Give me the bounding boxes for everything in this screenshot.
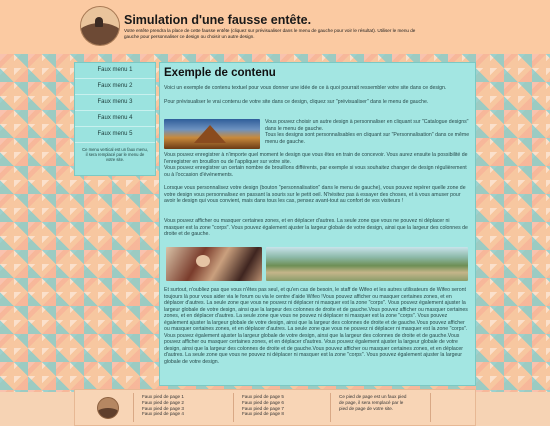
main-content xyxy=(159,62,476,386)
footer-column-2 xyxy=(242,394,284,417)
content-paragraph: Vous pouvez enregistrer un certain nombre de brouillons différents, par exemple si vous souhaitez changer de design régulièrement ou à l'occasion d'événements. xyxy=(164,165,467,178)
content-paragraph: Vous pouvez choisir un autre design à personnaliser en cliquant sur "Catalogue designs" dans le menu de gauche. xyxy=(265,119,469,132)
site-footer xyxy=(74,389,476,426)
footer-column-1 xyxy=(142,394,184,417)
site-logo[interactable] xyxy=(80,6,120,46)
sidebar-item-1[interactable]: Faux menu 1 xyxy=(75,63,155,79)
content-paragraph: Pour prévisualiser le vrai contenu de votre site dans ce design, cliquez sur "prévisualiser" dans le menu de gauche. xyxy=(164,99,429,105)
footer-link[interactable]: Faux pied de page 1 xyxy=(142,394,184,399)
people-image xyxy=(166,247,262,281)
content-paragraph: Et surtout, n'oubliez pas que vous n'êtes pas seul, et qu'en cas de besoin, le staff de Wifeo et les autres utilisateurs de Wifeo seront toujours là pour vous aider via le forum ou via le centre d'aide Wifeo !Vous pouvez afficher ou masquer certaines zones, et en déplacer d'autres. La seule zone que vous ne pouvez ni déplacer ni masquer est la zone "corps". Vous pouvez également ajuster la largeur globale de votre design, ainsi que la largeur des colonnes de droite et de gauche.Vous pouvez afficher ou masquer certaines zones, et en déplacer d'autres. La seule zone que vous ne pouvez ni déplacer ni masquer est la zone "corps". Vous pouvez également ajuster la largeur globale de votre design, ainsi que la largeur des colonnes de droite et de gauche.Vous pouvez afficher ou masquer certaines zones, et en déplacer d'autres. La seule zone que vous ne pouvez ni déplacer ni masquer est la zone "corps". Vous pouvez également ajuster la largeur globale de votre design, ainsi que la largeur des colonnes de droite et de gauche.Vous pouvez afficher ou masquer certaines zones, et en déplacer d'autres. Vous pouvez également ajuster la largeur globale de votre design, ainsi que la largeur des colonnes de droite et de gauche.Vous pouvez afficher ou masquer certaines zones, et en déplacer d'autres. La seule zone que vous ne pouvez ni déplacer ni masquer est la zone "corps". Vous pouvez également ajuster la largeur globale de votre design. xyxy=(164,287,468,365)
footer-link[interactable]: Faux pied de page 4 xyxy=(142,411,184,417)
footer-logo[interactable] xyxy=(97,397,119,419)
sidebar-item-3[interactable]: Faux menu 3 xyxy=(75,95,155,111)
sidebar-item-5[interactable]: Faux menu 5 xyxy=(75,127,155,143)
landscape-image xyxy=(266,247,468,281)
sidebar-menu xyxy=(74,62,156,176)
footer-link[interactable]: Faux pied de page 6 xyxy=(242,399,284,405)
site-header xyxy=(0,0,550,54)
content-paragraph: Vous pouvez afficher ou masquer certaines zones, et en déplacer d'autres. La seule zone que vous ne pouvez ni déplacer ni masquer est la zone "corps". Vous pouvez également ajuster la largeur globale de votre design, ainsi que la largeur des colonnes de droite et de gauche. xyxy=(164,218,468,237)
footer-link[interactable]: Faux pied de page 8 xyxy=(242,411,284,417)
content-paragraph: Voici un exemple de contenu textuel pour vous donner une idée de ce à quoi pourrait ressembler votre site dans ce design. xyxy=(164,85,447,91)
site-description: Votre entête prendra la place de cette fausse entête (cliquez sur prévisualiser dans le menu de gauche pour voir le résultat). Utiliser le menu de gauche pour personnaliser ce design ou choisir un autre design. xyxy=(124,28,416,39)
footer-note: Ce pied de page est un faux pied de page, il sera remplacé par le pied de page de votre site. xyxy=(339,394,407,411)
content-paragraph: Lorsque vous personnalisez votre design (bouton "personnalisation" dans le menu de gauche), vous pouvez repérer quelle zone de votre design vous personnalisez en passant la souris sur le petit oeil. N'hésitez pas à essayer des choses, et à vous amuser pour avoir le design qui vous convient, mais dans tous les cas, pensez avant-tout au confort de vos visiteurs ! xyxy=(164,185,466,204)
footer-link[interactable]: Faux pied de page 5 xyxy=(242,394,284,399)
footer-link[interactable]: Faux pied de page 7 xyxy=(242,405,284,411)
sidebar-note: Ce menu vertical est un faux menu, il sera remplacé par le menu de votre site. xyxy=(82,147,148,162)
footer-link[interactable]: Faux pied de page 2 xyxy=(142,399,184,405)
site-title: Simulation d'une fausse entête. xyxy=(124,13,312,27)
sidebar-item-4[interactable]: Faux menu 4 xyxy=(75,111,155,127)
content-paragraph: Vous pouvez enregistrer à n'importe quel moment le design que vous êtes en train de concevoir. Vous aurez ensuite la possibilité de l'enregistrer en brouillon ou de l'appliquer sur votre site. xyxy=(164,152,468,165)
mountain-image xyxy=(164,119,260,149)
page-title: Exemple de contenu xyxy=(164,67,276,79)
footer-link[interactable]: Faux pied de page 3 xyxy=(142,405,184,411)
content-paragraph: Tous les designs sont personnalisables en cliquant sur "Personnalisation" dans ce même menu de gauche. xyxy=(265,132,470,145)
sidebar-item-2[interactable]: Faux menu 2 xyxy=(75,79,155,95)
